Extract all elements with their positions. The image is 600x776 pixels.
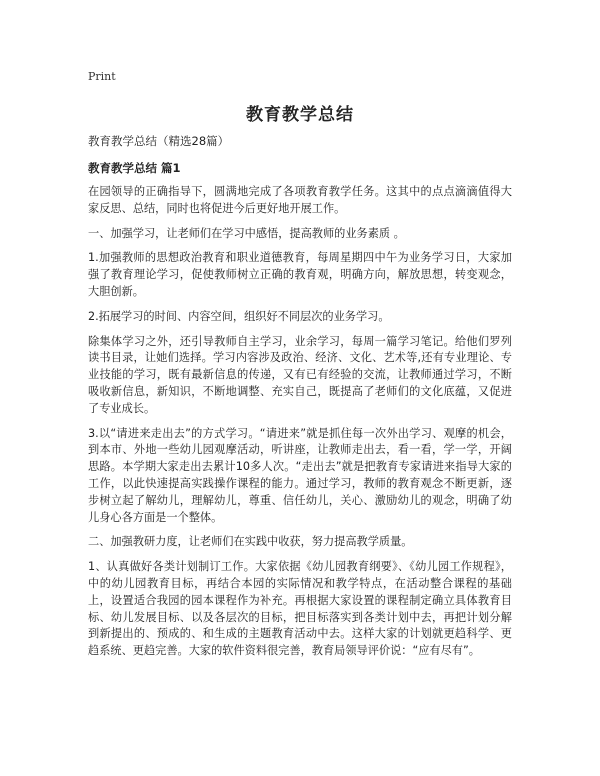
- paragraph-item-1: 1.加强教师的思想政治教育和职业道德教育，每周星期四中午为业务学习日，大家加强了教育理论学习，促使教师树立正确的教育观，明确方向，解放思想，转变观念，大胆创新。: [88, 251, 512, 298]
- paragraph-self-study: 除集体学习之外，还引导教师自主学习，业余学习，每周一篇学习笔记。给他们罗列读书目录，让她们选择。学习内容涉及政治、经济、文化、艺术等,还有专业理论、专业技能的学习，既有最新信息的传递，又有已有经验的交流，让教师通过学习，不断吸收新信息，新知识，不断地调整、充实自己，既提高了老师们的文化底蕴，又促进了专业成长。: [88, 334, 512, 415]
- document-body: [88, 132, 512, 668]
- document-subtitle: 教育教学总结（精选28篇）: [88, 134, 230, 148]
- paragraph-item-2: 2.拓展学习的时间、内容空间，组织好不同层次的业务学习。: [88, 309, 390, 323]
- paragraph-intro: 在园领导的正确指导下，圆满地完成了各项教育教学任务。这其中的点点滴滴值得大家反思、总结，同时也将促进今后更好地开展工作。: [88, 185, 512, 215]
- section-heading: 教育教学总结 篇1: [88, 161, 181, 175]
- print-link[interactable]: Print: [88, 70, 116, 83]
- paragraph-plans: 1、认真做好各类计划制订工作。大家依据《幼儿园教育纲要》、《幼儿园工作规程》，中的幼儿园教育目标，再结合本园的实际情况和教学特点，在活动整合课程的基础上，设置适合我园的园本课程作为补充。再根据大家设置的课程制定确立具体教育目标、幼儿发展目标、以及各层次的目标，把目标落实到各类计划中去，再把计划分解到新提出的、预成的、和生成的主题教育活动中去。这样大家的计划就更趋科学、更趋系统、更趋完善。大家的软件资料很完善，教育局领导评价说：“应有尽有”。: [88, 560, 512, 658]
- document-title: 教育教学总结: [246, 105, 354, 125]
- paragraph-heading-one: 一、加强学习，让老师们在学习中感悟，提高教师的业务素质 。: [88, 226, 405, 240]
- paragraph-item-3: 3.以“请进来走出去”的方式学习。“请进来”就是抓住每一次外出学习、观摩的机会，到本市、外地一些幼儿园观摩活动，听讲座，让教师走出去，看一看，学一学，开阔思路。本学期大家走出去累计10多人次。“走出去”就是把教育专家请进来指导大家的工作，以此快速提高实践操作课程的能力。通过学习，教师的教育观念不断更新，逐步树立起了解幼儿，理解幼儿，尊重、信任幼儿，关心、激励幼儿的观念，明确了幼儿身心各方面是一个整体。: [88, 426, 512, 524]
- paragraph-heading-two: 二、加强教研力度，让老师们在实践中收获，努力提高教学质量。: [88, 535, 413, 549]
